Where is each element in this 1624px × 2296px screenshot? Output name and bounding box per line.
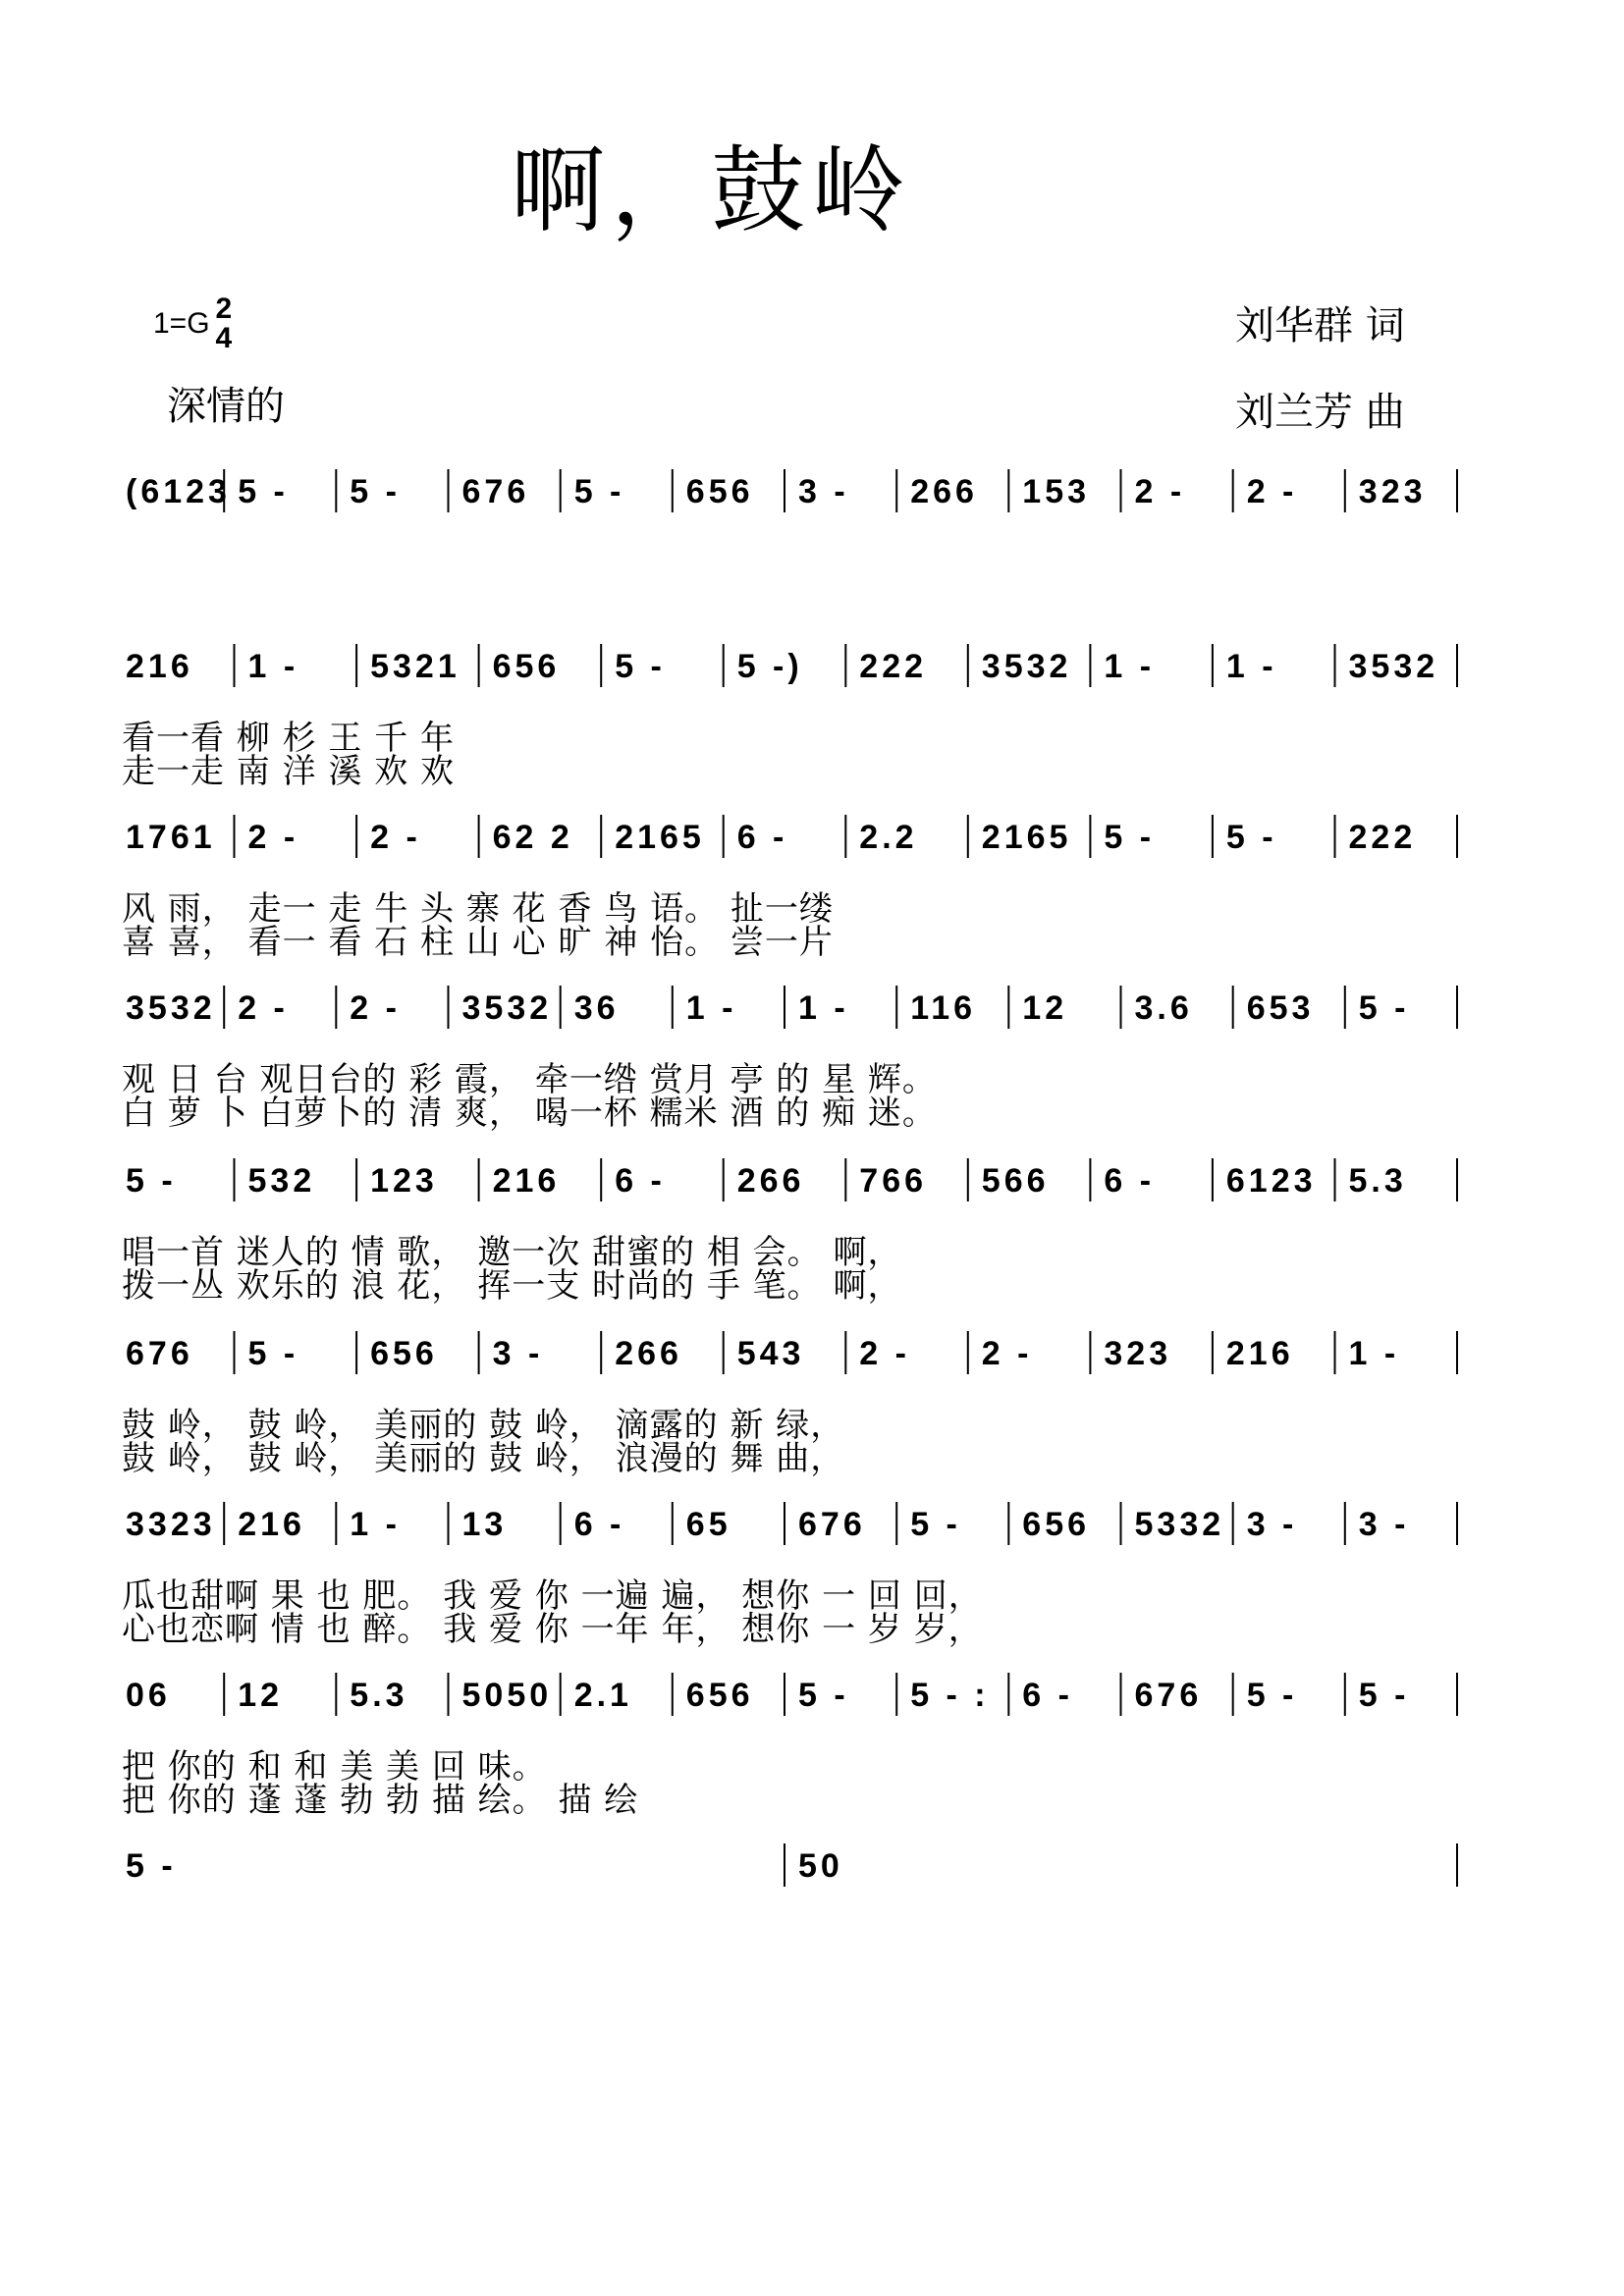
measure-notes: 1 - xyxy=(350,1506,401,1543)
measure-notes: 216 xyxy=(238,1506,305,1543)
measure-notes: 5 - xyxy=(350,473,401,510)
song-title: 啊，鼓岭 xyxy=(511,135,911,245)
measure-notes: 116 xyxy=(910,989,977,1027)
measure-notes: 2 - xyxy=(981,1335,1033,1372)
measure-notes: 3.6 xyxy=(1134,989,1193,1027)
measure-notes: 2 - xyxy=(350,989,401,1027)
measure-notes: 5 - xyxy=(1104,819,1156,856)
lyric-line: 风 雨， 走一 走 牛 头 寨 花 香 鸟 语。 扯一缕 xyxy=(122,889,834,929)
measure-notes: 676 xyxy=(798,1506,866,1543)
notation-line xyxy=(118,1665,1463,1734)
measure-notes: 5.3 xyxy=(350,1677,408,1714)
measure-notes: 676 xyxy=(126,1335,193,1372)
measure-notes: 5 - xyxy=(1358,989,1410,1027)
measure-notes: 222 xyxy=(859,648,928,685)
notation-line xyxy=(118,461,1463,530)
measure-notes: 1 - xyxy=(1348,1335,1400,1372)
measure-notes: 1 - xyxy=(685,989,737,1027)
notation-svg xyxy=(118,1836,1463,1904)
lyric-line: 把 你的 和 和 美 美 回 味。 xyxy=(122,1747,547,1787)
measure-notes: 5 - xyxy=(126,1162,177,1200)
measure-notes: 5 - xyxy=(573,473,625,510)
measure-notes: 12 xyxy=(1022,989,1068,1027)
measure-notes: 653 xyxy=(1246,989,1315,1027)
measure-notes: 323 xyxy=(1104,1335,1172,1372)
measure-notes: 2.1 xyxy=(573,1677,632,1714)
measure-notes: 3532 xyxy=(1348,648,1439,685)
measure-notes: 1 - xyxy=(247,648,299,685)
measure-notes: (6123 xyxy=(126,473,231,510)
measure-notes: 222 xyxy=(1348,819,1417,856)
measure-notes: 3323 xyxy=(126,1506,216,1543)
measure-notes: 5 - xyxy=(126,1847,177,1885)
notation-svg xyxy=(118,636,1463,705)
measure-notes: 36 xyxy=(573,989,620,1027)
measure-notes: 5.3 xyxy=(1348,1162,1407,1200)
measure-notes: 532 xyxy=(247,1162,316,1200)
measure-notes: 2 - xyxy=(1134,473,1186,510)
notation-line xyxy=(118,1836,1463,1904)
measure-notes: 5 - xyxy=(1358,1677,1410,1714)
measure-notes: 65 xyxy=(685,1506,731,1543)
measure-notes: 2 - xyxy=(238,989,289,1027)
measure-notes: 6123 xyxy=(1225,1162,1317,1200)
notation-svg xyxy=(118,1150,1463,1219)
lyric-line: 走一走 南 洋 溪 欢 欢 xyxy=(122,752,456,791)
measure-notes: 5 - : xyxy=(910,1677,990,1714)
measure-notes: 266 xyxy=(736,1162,805,1200)
measure-notes: 123 xyxy=(370,1162,438,1200)
lyric-line: 把 你的 蓬 蓬 勃 勃 描 绘。 描 绘 xyxy=(122,1781,639,1820)
measure-notes: 3 - xyxy=(1358,1506,1410,1543)
measure-notes: 1761 xyxy=(126,819,216,856)
notation-svg xyxy=(118,978,1463,1046)
measure-notes: 543 xyxy=(736,1335,805,1372)
lyric-line: 唱一首 迷人的 情 歌， 邀一次 甜蜜的 相 会。 啊， xyxy=(122,1233,902,1272)
measure-notes: 1 - xyxy=(1225,648,1277,685)
measure-notes: 5 - xyxy=(247,1335,299,1372)
measure-notes: 153 xyxy=(1022,473,1091,510)
notation-svg xyxy=(118,1494,1463,1563)
measure-notes: 6 - xyxy=(615,1162,666,1200)
lyric-line: 鼓 岭， 鼓 岭， 美丽的 鼓 岭， 滴露的 新 绿， xyxy=(122,1406,845,1445)
lyric-line: 白 萝 卜 白萝卜的 清 爽， 喝一杯 糯米 酒 的 痴 迷。 xyxy=(122,1094,937,1133)
notation-svg xyxy=(118,1665,1463,1734)
measure-notes: 5 -) xyxy=(736,648,803,685)
measure-notes: 5 - xyxy=(238,473,289,510)
measure-notes: 216 xyxy=(492,1162,561,1200)
lyric-line: 瓜也甜啊 果 也 肥。 我 爱 你 一遍 遍， 想你 一 回 回， xyxy=(122,1576,983,1616)
measure-notes: 3532 xyxy=(126,989,216,1027)
measure-notes: 2165 xyxy=(615,819,705,856)
measure-notes: 2 - xyxy=(247,819,299,856)
notation-line xyxy=(118,1323,1463,1392)
measure-notes: 06 xyxy=(126,1677,171,1714)
measure-notes: 6 - xyxy=(736,819,788,856)
measure-notes: 2165 xyxy=(981,819,1072,856)
notation-svg xyxy=(118,807,1463,876)
measure-notes: 216 xyxy=(1225,1335,1294,1372)
lyric-line: 拨一丛 欢乐的 浪 花， 挥一支 时尚的 手 笔。 啊， xyxy=(122,1266,902,1306)
measure-notes: 13 xyxy=(461,1506,508,1543)
measure-notes: 3 - xyxy=(798,473,849,510)
notation-line xyxy=(118,807,1463,876)
measure-notes: 62 2 xyxy=(492,819,573,856)
measure-notes: 3 - xyxy=(492,1335,544,1372)
measure-notes: 6 - xyxy=(1022,1677,1073,1714)
measure-notes: 656 xyxy=(685,473,754,510)
notation-line xyxy=(118,1494,1463,1563)
measure-notes: 2 - xyxy=(859,1335,910,1372)
measure-notes: 676 xyxy=(1134,1677,1203,1714)
lyric-line: 看一看 柳 杉 王 千 年 xyxy=(122,719,456,758)
measure-notes: 6 - xyxy=(1104,1162,1156,1200)
notation-line xyxy=(118,636,1463,705)
measure-notes: 3532 xyxy=(981,648,1072,685)
measure-notes: 50 xyxy=(798,1847,843,1885)
measure-notes: 323 xyxy=(1358,473,1427,510)
notation-svg xyxy=(118,1323,1463,1392)
measure-notes: 3532 xyxy=(461,989,553,1027)
time-signature-bottom: 4 xyxy=(215,322,233,354)
measure-notes: 1 - xyxy=(1104,648,1156,685)
measure-notes: 2 - xyxy=(1246,473,1298,510)
time-signature xyxy=(216,294,233,353)
measure-notes: 5050 xyxy=(461,1677,553,1714)
measure-notes: 676 xyxy=(461,473,530,510)
lyricist-credit: 刘华群 词 xyxy=(1235,303,1405,348)
measure-notes: 266 xyxy=(615,1335,682,1372)
measure-notes: 5 - xyxy=(615,648,666,685)
time-signature-top: 2 xyxy=(215,293,233,325)
key-label: 1=G xyxy=(153,307,210,340)
measure-notes: 566 xyxy=(981,1162,1050,1200)
measure-notes: 216 xyxy=(126,648,193,685)
measure-notes: 5 - xyxy=(1246,1677,1298,1714)
measure-notes: 266 xyxy=(910,473,978,510)
measure-notes: 656 xyxy=(370,1335,438,1372)
composer-credit: 刘兰芳 曲 xyxy=(1235,390,1405,435)
lyric-line: 心也恋啊 情 也 醉。 我 爱 你 一年 年， 想你 一 岁 岁， xyxy=(122,1610,983,1649)
measure-notes: 2 - xyxy=(370,819,421,856)
measure-notes: 766 xyxy=(859,1162,928,1200)
measure-notes: 3 - xyxy=(1246,1506,1298,1543)
key-signature xyxy=(153,294,232,353)
measure-notes: 5 - xyxy=(1225,819,1277,856)
notation-line xyxy=(118,978,1463,1046)
lyric-line: 鼓 岭， 鼓 岭， 美丽的 鼓 岭， 浪漫的 舞 曲， xyxy=(122,1439,845,1478)
measure-notes: 12 xyxy=(238,1677,284,1714)
measure-notes: 656 xyxy=(685,1677,754,1714)
measure-notes: 1 - xyxy=(798,989,849,1027)
measure-notes: 5 - xyxy=(910,1506,961,1543)
tempo-marking: 深情的 xyxy=(167,384,285,429)
measure-notes: 5 - xyxy=(798,1677,849,1714)
notation-svg xyxy=(118,461,1463,530)
measure-notes: 656 xyxy=(1022,1506,1091,1543)
measure-notes: 656 xyxy=(492,648,561,685)
notation-line xyxy=(118,1150,1463,1219)
lyric-line: 喜 喜， 看一 看 石 柱 山 心 旷 神 怡。 尝一片 xyxy=(122,923,834,962)
measure-notes: 5332 xyxy=(1134,1506,1225,1543)
measure-notes: 6 - xyxy=(573,1506,625,1543)
measure-notes: 2.2 xyxy=(859,819,918,856)
measure-notes: 5321 xyxy=(370,648,460,685)
lyric-line: 观 日 台 观日台的 彩 霞， 牵一绺 赏月 亭 的 星 辉。 xyxy=(122,1060,937,1099)
